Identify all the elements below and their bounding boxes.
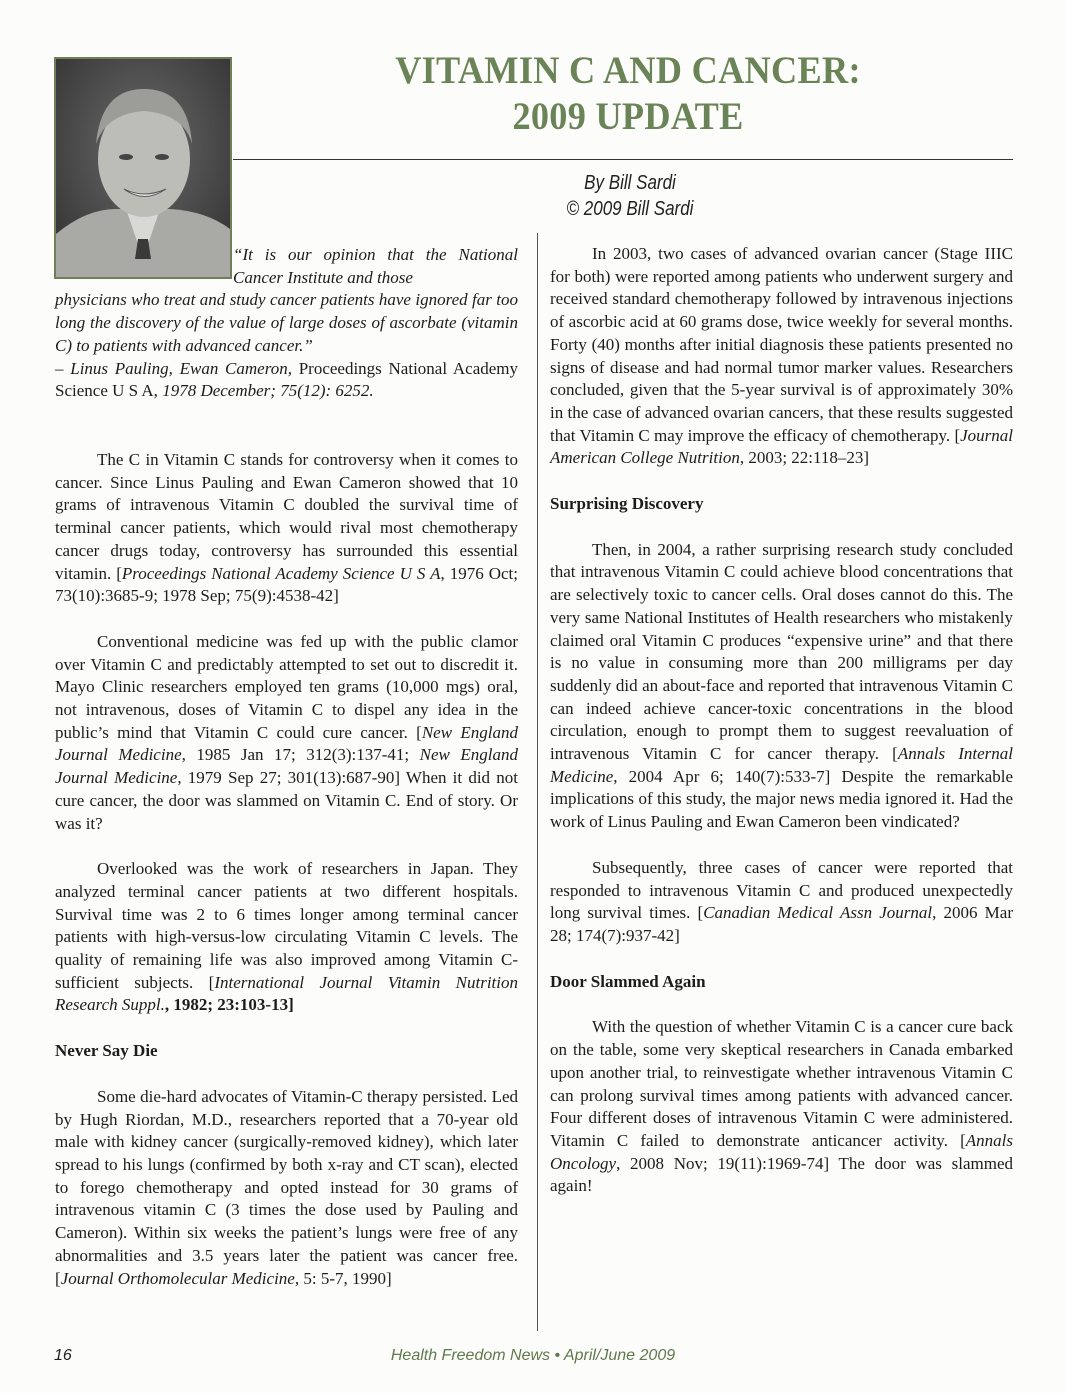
quote-body: physicians who treat and study cancer patients have ignored far too long the discovery of the value of large doses of ascorbate (vitamin C) to patients with advanced cancer.”	[55, 290, 518, 355]
byline	[554, 170, 707, 222]
quote-first-line: “It is our opinion that the National Cancer Institute and those	[233, 245, 518, 287]
article-title	[267, 48, 989, 140]
section-heading-door-slammed-again: Door Slammed Again	[550, 971, 706, 991]
right-column	[550, 243, 1013, 1221]
left-column	[55, 449, 518, 1313]
journal-name: Proceedings National Academy Science U S A	[121, 563, 441, 583]
pull-quote	[55, 244, 518, 403]
paragraph: The C in Vitamin C stands for controversy when it comes to cancer. Since Linus Pauling and Ewan Cameron showed that 10 grams of intravenous Vitamin C doubled the survival time of terminal cancer patients, which would rival most chemotherapy cancer drugs today, controversy has surrounded this essential vitamin. [Proceedings National Academy Science U S A, 1976 Oct; 73(10):3685-9; 1978 Sep; 75(9):4538-42]	[55, 450, 518, 606]
page-number: 16	[54, 1347, 72, 1364]
quote-authors: – Linus Pauling, Ewan Cameron,	[55, 358, 292, 378]
quote-journal: Proceedings National Academy Science U S A,	[55, 358, 519, 401]
journal-name: Journal Orthomolecular Medicine	[60, 1268, 295, 1288]
quote-citation: 1978 December; 75(12): 6252.	[162, 381, 374, 401]
paragraph: Overlooked was the work of researchers in Japan. They analyzed terminal cancer patients at two different hospitals. Survival time was 2 to 6 times longer among terminal cancer patients with high-versus-low circulating Vitamin C levels. The quality of remaining life was also improved among Vitamin C-sufficient subjects. [International Journal Vitamin Nutrition Research Suppl., 1982; 23:103-13]	[55, 859, 519, 1015]
journal-name: Annals Oncology	[550, 1130, 1013, 1173]
title-line-2: 2009 UPDATE	[512, 95, 744, 138]
paragraph: In 2003, two cases of advanced ovarian cancer (Stage IIIC for both) were reported among patients who underwent surgery and received standard chemotherapy followed by intravenous injections of ascorbic acid at 60 grams dose, twice weekly for several months. Forty (40) months after initial diagnosis these patients presented no signs of disease and had normal tumor marker values. Researchers concluded, given that the 5-year survival is of approximately 30% in the case of advanced ovarian cancers, that these results suggested that Vitamin C may improve the efficacy of chemotherapy. [Journal American College Nutrition, 2003; 22:118–23]	[550, 244, 1013, 468]
paragraph: Some die-hard advocates of Vitamin-C therapy persisted. Led by Hugh Riordan, M.D., researchers reported that a 70-year old male with kidney cancer (surgically-removed kidney), which later spread to his lungs (confirmed by both x-ray and CT scan), elected to forego chemotherapy and opted instead for 30 grams of intravenous vitamin C (3 times the dose used by Pauling and Cameron). Within six weeks the patient’s lungs were free of any abnormalities and 3.5 years later the patient was cancer free. [Journal Orthomolecular Medicine, 5: 5-7, 1990]	[55, 1086, 518, 1288]
journal-name: Annals Internal Medicine	[550, 744, 1013, 786]
publication-footer: Health Freedom News • April/June 2009	[390, 1347, 676, 1364]
journal-name: New England Journal Medicine	[55, 722, 518, 765]
paragraph: Subsequently, three cases of cancer were reported that responded to intravenous Vitamin C and produced unexpectedly long survival times. [Canadian Medical Assn Journal, 2006 Mar 28; 174(7):937-42]	[550, 857, 1014, 945]
column-divider	[537, 233, 538, 1331]
journal-name: New England Journal Medicine	[55, 745, 518, 788]
journal-name: International Journal Vitamin Nutrition Research Suppl.	[55, 972, 519, 1015]
copyright-notice: © 2009 Bill Sardi	[566, 198, 694, 220]
paragraph: With the question of whether Vitamin C is a cancer cure back on the table, some very skeptical researchers in Canada embarked upon another trial, to reinvestigate whether intravenous Vitamin C can prolong survival times among patients with advanced cancer. Four different doses of intravenous Vitamin C were administered. Vitamin C failed to demonstrate anticancer activity. [Annals Oncology, 2008 Nov; 19(11):1969-74] The door was slammed again!	[550, 1017, 1013, 1196]
title-line-1: VITAMIN C AND CANCER:	[395, 49, 861, 92]
journal-name: Journal American College Nutrition	[550, 425, 1013, 468]
paragraph: Conventional medicine was fed up with the public clamor over Vitamin C and predictably attempted to set out to discredit it. Mayo Clinic researchers employed ten grams (10,000 mgs) oral, not intravenous, doses of Vitamin C to dispel any idea in the public’s mind that Vitamin C could cure cancer. [New England Journal Medicine, 1985 Jan 17; 312(3):137-41; New England Journal Medicine, 1979 Sep 27; 301(13):687-90] When it did not cure cancer, the door was slammed on Vitamin C. End of story. Or was it?	[55, 631, 518, 833]
title-divider	[233, 159, 1013, 160]
section-heading-never-say-die: Never Say Die	[55, 1041, 158, 1061]
paragraph: Then, in 2004, a rather surprising research study concluded that intravenous Vitamin C could achieve blood concentrations that are selectively toxic to cancer cells. Oral doses cannot do this. The very same National Institutes of Health researchers who mistakenly claimed oral Vitamin C produces “expensive urine” and that there is no value in consuming more than 200 milligrams per day suddenly did an about-face and reported that intravenous Vitamin C can indeed achieve cancer-toxic concentrations in the blood circulation, enough to prompt them to suggest reevaluation of intravenous Vitamin C for cancer therapy. [Annals Internal Medicine, 2004 Apr 6; 140(7):533-7] Despite the remarkable implications of this study, the major news media ignored it. Had the work of Linus Pauling and Ewan Cameron been vindicated?	[550, 539, 1013, 832]
author-name: By Bill Sardi	[584, 172, 676, 194]
journal-name: Canadian Medical Assn Journal	[703, 903, 933, 923]
section-heading-surprising-discovery: Surprising Discovery	[550, 494, 704, 514]
